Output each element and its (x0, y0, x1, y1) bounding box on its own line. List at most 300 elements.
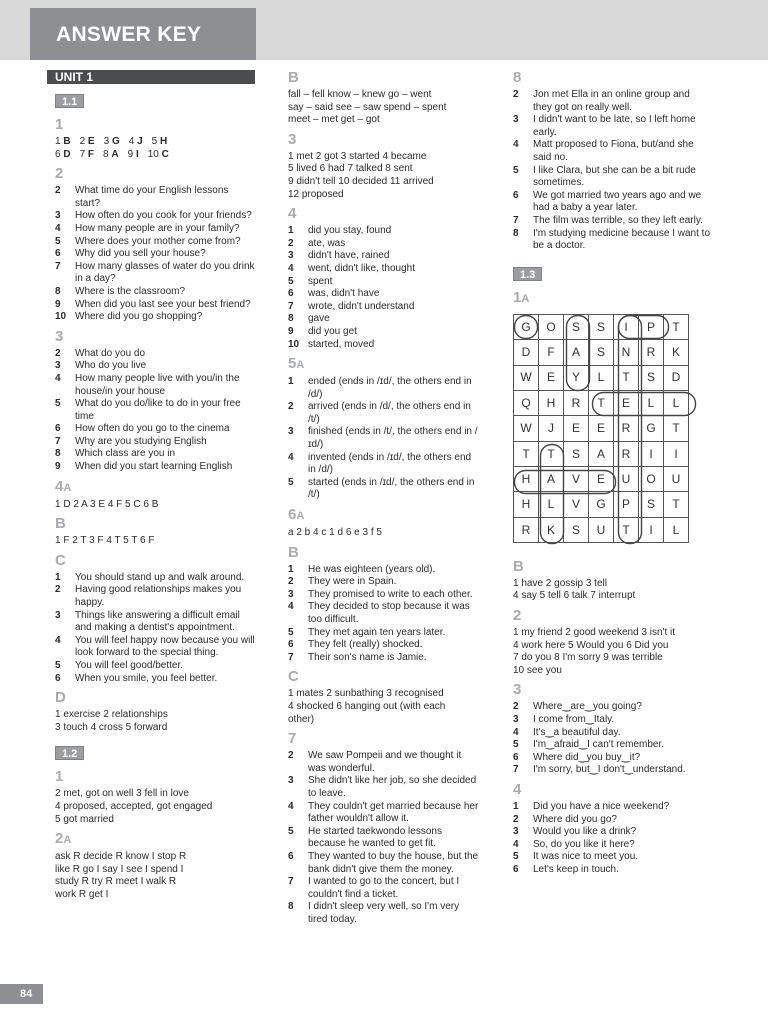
exercise-label: 6A (288, 506, 305, 524)
item-text: They promised to write to each other. (308, 588, 473, 600)
list-item (513, 801, 710, 814)
column-2 (280, 70, 480, 926)
list-item (55, 423, 255, 436)
word-search-circles (513, 314, 705, 550)
grid-cell: A (539, 467, 564, 492)
answer-line: ask R decide R know I stop R (55, 851, 187, 863)
list-item (513, 714, 710, 727)
grid-cell: K (539, 517, 564, 542)
item-number: 1 (55, 571, 61, 583)
item-number: 5 (513, 739, 519, 751)
item-number: 9 (55, 461, 61, 473)
item-number: 3 (55, 360, 61, 372)
list-item (288, 326, 480, 339)
grid-cell: I (639, 441, 664, 466)
item-text: finished (ends in /t/, the others end in /ɪd/) (308, 426, 478, 451)
item-number: 7 (55, 435, 61, 447)
answer-pair: 3 G (103, 136, 120, 147)
word-search (513, 310, 689, 550)
item-text: wrote, didn't understand (308, 300, 415, 312)
exercise-label: 7 (288, 730, 297, 748)
grid-cell: K (664, 340, 689, 365)
item-text: Where did you go? (533, 813, 617, 825)
item-number: 3 (55, 210, 61, 222)
answer-line: 12 proposed (288, 188, 344, 200)
item-text: I didn't want to be late, so I left home early. (533, 114, 696, 138)
list-item (288, 250, 480, 263)
item-text: went, didn't like, thought (308, 262, 415, 274)
answer-line: study R try R meet I walk R (55, 876, 177, 888)
item-number: 9 (288, 325, 294, 337)
answer-list (280, 376, 480, 502)
exercise-label: 4 (288, 205, 297, 223)
list-item (55, 373, 255, 398)
item-number: 8 (513, 227, 519, 239)
grid-cell: Y (564, 365, 589, 390)
item-text: It's‿a beautiful day. (533, 726, 621, 738)
list-item (288, 301, 480, 314)
list-item (288, 401, 480, 426)
item-text: It was nice to meet you. (533, 851, 639, 863)
exercise-label: 3 (55, 327, 64, 345)
answer-rows (280, 688, 480, 726)
item-text: They decided to stop because it was too difficult. (308, 601, 470, 625)
item-text: So, do you like it here? (533, 838, 635, 850)
list-item (288, 452, 480, 477)
answer-list (505, 801, 710, 877)
answer-line: meet – met get – got (288, 114, 380, 126)
item-number: 5 (513, 851, 519, 863)
answer-rows (280, 151, 480, 201)
exercise-label: 1 (55, 768, 64, 786)
list-item (288, 901, 480, 926)
answer-line: 7 do you 8 I'm sorry 9 was terrible (513, 652, 663, 664)
item-text: Where‿are‿you going? (533, 701, 642, 713)
grid-cell: H (539, 390, 564, 415)
grid-cell: I (664, 441, 689, 466)
item-number: 2 (288, 750, 294, 762)
item-number: 5 (55, 660, 61, 671)
item-number: 1 (513, 800, 519, 812)
grid-cell: G (639, 416, 664, 441)
item-text: When did you last see your best friend? (75, 298, 251, 310)
item-number: 2 (55, 584, 61, 596)
answer-list (47, 185, 255, 324)
exercise-label: 5A (288, 355, 305, 373)
answer-line: 5 lived 6 had 7 talked 8 sent (288, 163, 413, 175)
item-text: did you get (308, 325, 357, 337)
item-number: 2 (288, 237, 294, 249)
list-item (55, 261, 255, 286)
grid-cell: R (514, 517, 539, 542)
grid-cell: U (664, 467, 689, 492)
answer-pair: 6 D (55, 148, 71, 160)
circle-interrupt (619, 315, 642, 543)
answer-line: 1 mates 2 sunbathing 3 recognised (288, 688, 444, 700)
circle-have (515, 470, 616, 493)
grid-cell: T (589, 390, 614, 415)
item-text: I'm studying medicine because I want to be a doctor. (533, 227, 711, 252)
item-text: Where did‿you buy‿it? (533, 751, 641, 763)
grid-cell: T (614, 517, 639, 542)
list-item (288, 826, 480, 851)
list-item (513, 139, 710, 164)
grid-cell: T (614, 365, 639, 390)
list-item (55, 461, 255, 474)
item-text: How many people live with you/in the house/in your house (75, 372, 240, 397)
grid-cell: S (564, 314, 589, 339)
list-item (55, 398, 255, 423)
answer-pair: 9 I (127, 148, 139, 160)
list-item (513, 839, 710, 852)
grid-cell: T (664, 314, 689, 339)
item-number: 6 (288, 288, 294, 300)
grid-cell: G (514, 314, 539, 339)
list-item (288, 276, 480, 289)
item-number: 7 (288, 300, 294, 312)
answer-line: other) (288, 713, 315, 725)
grid-cell: U (589, 517, 614, 542)
exercise-label: 1A (513, 288, 530, 306)
grid-cell: H (514, 492, 539, 517)
answer-list (505, 89, 710, 253)
grid-cell: W (514, 416, 539, 441)
item-text: They felt (really) shocked. (308, 639, 423, 651)
answer-list (47, 348, 255, 474)
item-number: 6 (513, 863, 519, 875)
exercise-label: 3 (288, 130, 297, 148)
list-item (288, 426, 480, 451)
item-text: Which class are you in (75, 448, 176, 460)
exercise-label: 2A (55, 830, 72, 848)
item-number: 10 (288, 338, 300, 350)
item-text: What time do your English lessons start? (75, 185, 229, 209)
list-item (55, 660, 255, 673)
grid-cell: S (639, 492, 664, 517)
list-item (288, 601, 480, 626)
answer-line: 4 work here 5 Would you 6 Did you (513, 639, 669, 651)
grid-cell: S (589, 314, 614, 339)
item-number: 8 (288, 313, 294, 325)
grid-cell: D (664, 365, 689, 390)
item-number: 4 (288, 262, 294, 274)
list-item (55, 223, 255, 236)
list-item (288, 477, 480, 502)
list-item (513, 727, 710, 740)
item-number: 9 (55, 298, 61, 310)
item-number: 3 (55, 609, 61, 621)
list-item (288, 339, 480, 352)
list-item (288, 652, 480, 665)
list-item (55, 286, 255, 299)
item-number: 3 (513, 713, 519, 725)
item-number: 7 (55, 260, 61, 272)
grid-cell: G (589, 492, 614, 517)
column-1 (47, 70, 255, 902)
item-number: 8 (288, 901, 294, 913)
item-text: He was eighteen (years old). (308, 563, 436, 575)
list-item (288, 376, 480, 401)
item-number: 3 (288, 426, 294, 438)
item-text: Having good relationships makes you happy. (75, 584, 242, 609)
exercise-label: 4A (55, 477, 72, 495)
item-number: 4 (55, 372, 61, 384)
grid-cell: S (639, 365, 664, 390)
item-text: gave (308, 313, 330, 325)
item-number: 4 (55, 634, 61, 646)
item-text: When you smile, you feel better. (75, 672, 218, 684)
item-number: 3 (288, 250, 294, 262)
item-number: 2 (513, 701, 519, 713)
item-number: 6 (513, 751, 519, 763)
list-item (55, 210, 255, 223)
circle-tell (593, 392, 696, 415)
answer-rows (505, 578, 710, 603)
answer-pair: 5 H (151, 136, 168, 147)
lesson-1-3-badge: 1.3 (513, 267, 542, 281)
answer-line: fall – fell know – knew go – went (288, 89, 432, 100)
item-text: spent (308, 275, 333, 287)
list-item (513, 114, 710, 139)
item-number: 4 (55, 222, 61, 234)
answer-line: work R get I (55, 888, 109, 900)
grid-cell: O (539, 314, 564, 339)
item-text: What do you do (75, 347, 146, 359)
item-text: They couldn't get married because her father wouldn't allow it. (308, 800, 479, 825)
item-text: We saw Pompeii and we thought it was wonderful. (308, 750, 462, 774)
list-item (55, 635, 255, 660)
answer-list (280, 750, 480, 926)
answer-rows (280, 89, 480, 127)
grid-cell: F (539, 340, 564, 365)
item-text: The film was terrible, so they left early. (533, 214, 703, 226)
item-text: You should stand up and walk around. (75, 571, 245, 583)
answer-line: 1 D 2 A 3 E 4 F 5 C 6 B (55, 498, 159, 510)
item-text: I'm sorry, but‿I don't‿understand. (533, 764, 686, 776)
list-item (288, 627, 480, 640)
item-text: didn't have, rained (308, 250, 390, 262)
grid-cell: T (664, 492, 689, 517)
item-text: Things like answering a difficult email and making a dentist's appointment. (75, 609, 240, 634)
list-item (288, 564, 480, 577)
grid-cell: T (664, 416, 689, 441)
item-number: 6 (288, 850, 294, 862)
item-number: 5 (288, 476, 294, 488)
grid-cell: A (589, 441, 614, 466)
grid-cell: R (564, 390, 589, 415)
list-item (288, 225, 480, 238)
item-text: How often do you cook for your friends? (75, 210, 252, 222)
item-number: 5 (288, 626, 294, 638)
list-item (288, 576, 480, 589)
answer-pair: 10 C (147, 148, 169, 160)
grid-cell: S (589, 340, 614, 365)
list-item (55, 448, 255, 461)
grid-cell: I (614, 314, 639, 339)
list-item (513, 89, 710, 114)
exercise-label: 4 (513, 780, 522, 798)
item-text: Their son's name is Jamie. (308, 651, 427, 663)
list-item (55, 248, 255, 261)
answer-pair: 8 A (103, 148, 119, 160)
grid-cell: Q (514, 390, 539, 415)
answer-line: 5 got married (55, 813, 114, 825)
item-text: Let's keep in touch. (533, 863, 619, 875)
circle-gossip (515, 315, 538, 338)
exercise-label: 8 (513, 69, 522, 86)
item-text: invented (ends in /ɪd/, the others end in /d/) (308, 451, 472, 476)
item-number: 5 (513, 164, 519, 176)
list-item (288, 589, 480, 602)
list-item (513, 701, 710, 714)
item-number: 3 (288, 775, 294, 787)
answer-line: 1 F 2 T 3 F 4 T 5 T 6 F (55, 535, 155, 547)
grid-cell: S (564, 517, 589, 542)
answer-line (47, 136, 255, 149)
item-text: Why are you studying English (75, 435, 207, 447)
answer-pair: 4 J (128, 136, 143, 147)
item-number: 4 (513, 726, 519, 738)
item-text: arrived (ends in /d/, the others end in /t/) (308, 401, 471, 425)
list-item (288, 750, 480, 775)
exercise-label: B (288, 69, 299, 86)
item-text: was, didn't have (308, 288, 380, 300)
item-number: 2 (513, 813, 519, 825)
list-item (288, 876, 480, 901)
exercise-label: C (55, 551, 66, 569)
list-item (513, 864, 710, 877)
lesson-1-1-badge: 1.1 (55, 94, 84, 108)
answer-pair: 1 B (55, 136, 71, 147)
list-item (513, 826, 710, 839)
list-item (288, 775, 480, 800)
item-number: 6 (288, 639, 294, 651)
list-item (55, 299, 255, 312)
item-text: Where is the classroom? (75, 285, 186, 297)
list-item (288, 639, 480, 652)
item-number: 10 (55, 311, 67, 323)
unit-heading: UNIT 1 (47, 70, 255, 84)
item-text: ate, was (308, 237, 346, 249)
answer-line (47, 149, 255, 162)
circle-p (619, 315, 669, 338)
column-3 (505, 70, 710, 877)
exercise-label: 3 (513, 681, 522, 699)
exercise-label: B (513, 557, 524, 575)
list-item (513, 814, 710, 827)
item-number: 1 (288, 376, 294, 388)
page-number: 84 (0, 984, 43, 1004)
grid-cell: P (639, 314, 664, 339)
list-item (513, 228, 710, 253)
grid-cell: R (614, 416, 639, 441)
item-number: 5 (288, 275, 294, 287)
lesson-1-2-badge: 1.2 (55, 746, 84, 760)
grid-cell: N (614, 340, 639, 365)
item-text: Who do you live (75, 360, 147, 372)
exercise-label: D (55, 689, 66, 707)
list-item (55, 610, 255, 635)
grid-cell: R (639, 340, 664, 365)
answer-line: 1 exercise 2 relationships (55, 709, 168, 721)
grid-cell: A (564, 340, 589, 365)
grid-cell: L (664, 390, 689, 415)
item-number: 2 (55, 347, 61, 359)
item-text: They wanted to buy the house, but the bank didn't give them the money. (308, 850, 479, 875)
item-number: 8 (55, 285, 61, 297)
item-number: 4 (288, 451, 294, 463)
item-number: 2 (513, 89, 519, 100)
item-text: Jon met Ella in an online group and they got on really well. (533, 89, 690, 113)
answer-rows (47, 851, 255, 901)
list-item (513, 851, 710, 864)
item-text: Where does your mother come from? (75, 235, 241, 247)
grid-cell: E (564, 416, 589, 441)
page-title: ANSWER KEY (56, 23, 202, 46)
list-item (513, 752, 710, 765)
item-text: They met again ten years later. (308, 626, 446, 638)
item-text: I come from‿Italy. (533, 713, 615, 725)
exercise-label: B (288, 543, 299, 561)
item-number: 4 (513, 838, 519, 850)
grid-cell: V (564, 492, 589, 517)
item-text: How many glasses of water do you drink in a day? (75, 260, 255, 285)
item-text: You will feel happy now because you will look forward to the special thing. (75, 634, 255, 659)
header-title-box (30, 8, 256, 60)
item-text: When did you start learning English (75, 461, 233, 473)
item-text: I like Clara, but she can be a bit rude sometimes. (533, 164, 696, 189)
item-text: How many people are in your family? (75, 222, 240, 234)
item-text: Why did you sell your house? (75, 248, 206, 260)
list-item (513, 215, 710, 228)
answer-line: 4 proposed, accepted, got engaged (55, 800, 213, 812)
list-item (513, 165, 710, 190)
item-text: started (ends in /ɪd/, the others end in /t/) (308, 476, 475, 501)
item-number: 7 (513, 214, 519, 226)
item-number: 2 (288, 401, 294, 413)
grid-cell: J (539, 416, 564, 441)
answer-pair: 2 E (79, 136, 95, 147)
exercise-label: 2 (513, 607, 522, 625)
item-number: 5 (55, 235, 61, 247)
item-text: What do you do/like to do in your free time (75, 398, 241, 422)
list-item (288, 851, 480, 876)
item-text: Matt proposed to Fiona, but/and she said no. (533, 139, 694, 163)
list-item (288, 288, 480, 301)
answer-rows (505, 627, 710, 677)
grid-cell: L (589, 365, 614, 390)
answer-line: 9 didn't tell 10 decided 11 arrived (288, 175, 434, 187)
answer-line: 1 have 2 gossip 3 tell (513, 577, 607, 589)
list-item (55, 584, 255, 609)
answer-line: 2 met, got on well 3 fell in love (55, 788, 189, 800)
answer-line: a 2 b 4 c 1 d 6 e 3 f 5 (288, 527, 382, 539)
item-number: 1 (288, 225, 294, 237)
item-text: ended (ends in /ɪd/, the others end in /d/) (308, 376, 472, 400)
item-number: 8 (55, 448, 61, 460)
answer-line: 1 met 2 got 3 started 4 became (288, 150, 427, 162)
list-item (55, 348, 255, 361)
item-number: 5 (55, 398, 61, 410)
list-item (55, 572, 255, 585)
item-text: They were in Spain. (308, 576, 397, 588)
exercise-label: B (55, 515, 66, 533)
list-item (288, 313, 480, 326)
grid-cell: H (514, 467, 539, 492)
grid-cell: E (589, 467, 614, 492)
answer-line: 1 my friend 2 good weekend 3 isn't it (513, 627, 676, 639)
circle-say (567, 315, 590, 390)
